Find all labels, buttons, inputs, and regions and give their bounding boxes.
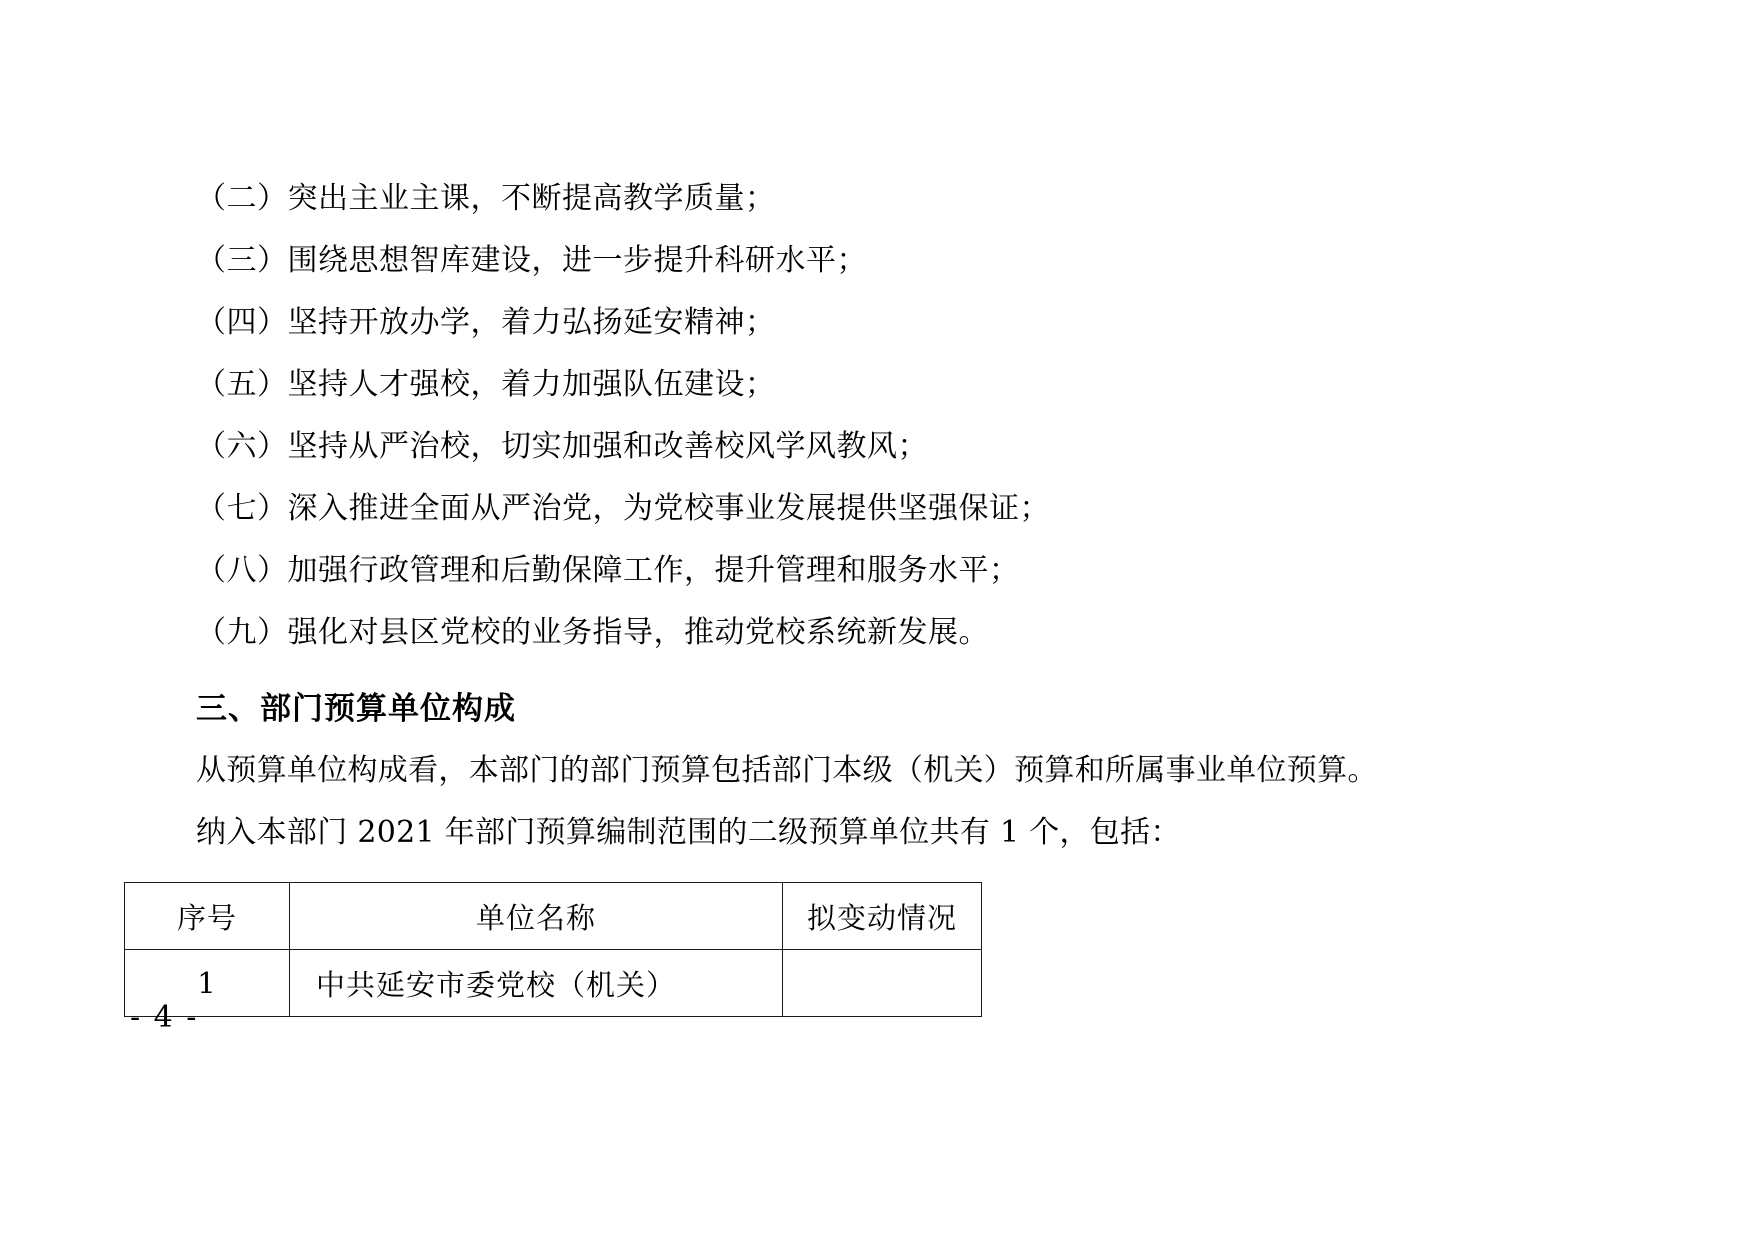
- list-item: （三）围绕思想智库建设，进一步提升科研水平；: [196, 243, 867, 278]
- table-cell-name: 中共延安市委党校（机关）: [290, 950, 783, 1017]
- budget-units-table: [124, 882, 982, 1017]
- document-body: [176, 168, 1556, 1017]
- list-item: （七）深入推进全面从严治党，为党校事业发展提供坚强保证；: [196, 491, 1050, 526]
- list-item: （二）突出主业主课，不断提高教学质量；: [196, 181, 776, 216]
- table-header-cell-no: 序号: [125, 883, 290, 950]
- list-item: （四）坚持开放办学，着力弘扬延安精神；: [196, 305, 776, 340]
- table-header-cell-name: 单位名称: [290, 883, 783, 950]
- paragraph: 从预算单位构成看，本部门的部门预算包括部门本级（机关）预算和所属事业单位预算。: [196, 753, 1378, 788]
- list-item: （六）坚持从严治校，切实加强和改善校风学风教风；: [196, 429, 928, 464]
- paragraph: 纳入本部门 2021 年部门预算编制范围的二级预算单位共有 1 个，包括：: [196, 815, 1181, 850]
- list-item: （八）加强行政管理和后勤保障工作，提升管理和服务水平；: [196, 553, 1020, 588]
- section-heading: 三、部门预算单位构成: [196, 691, 516, 727]
- list-item: （九）强化对县区党校的业务指导，推动党校系统新发展。: [196, 615, 989, 650]
- table-cell-no: 1: [125, 950, 290, 1017]
- list-item: （五）坚持人才强校，着力加强队伍建设；: [196, 367, 776, 402]
- table-cell-change: [783, 950, 982, 1017]
- page-number: - 4 -: [130, 1000, 199, 1035]
- table-header-cell-change: 拟变动情况: [783, 883, 982, 950]
- table-row: [125, 950, 982, 1017]
- table-header-row: [125, 883, 982, 950]
